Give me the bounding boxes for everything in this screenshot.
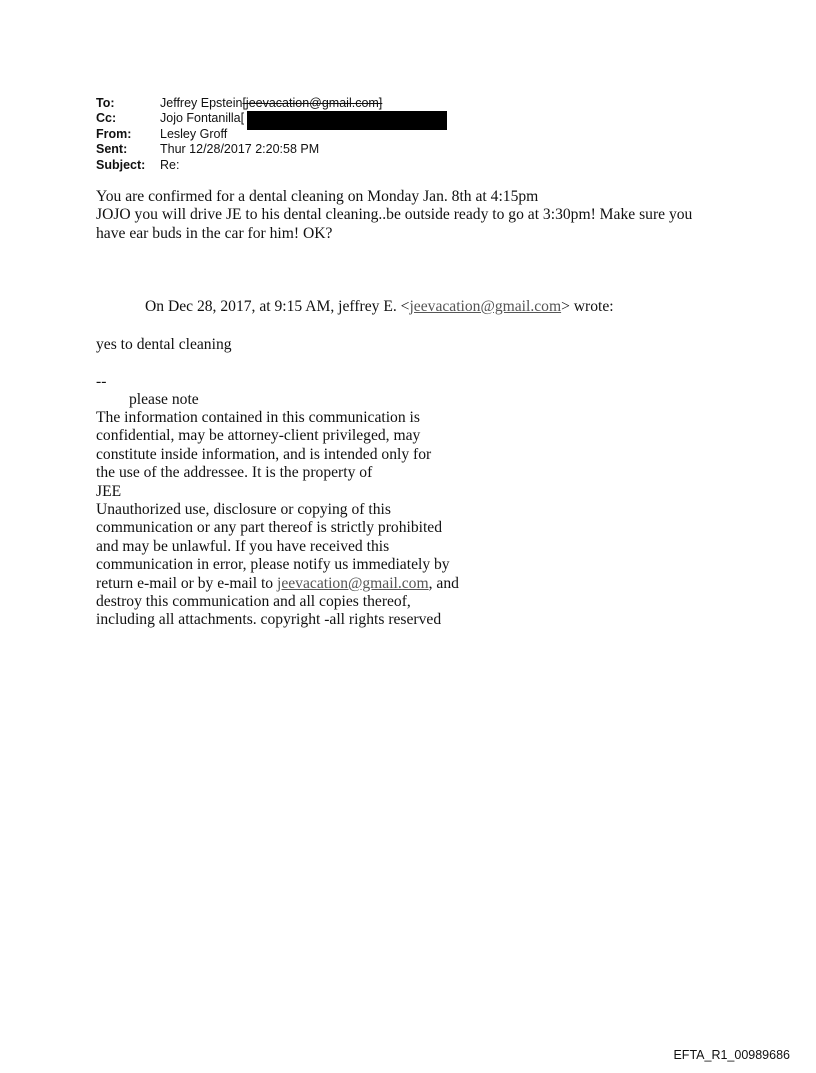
sent-label: Sent: xyxy=(96,142,128,157)
disclaimer-line: The information contained in this communication is xyxy=(96,409,420,426)
cc-label: Cc: xyxy=(96,111,117,126)
signature-note: please note xyxy=(129,391,199,408)
quoted-reply: yes to dental cleaning xyxy=(96,336,232,353)
signature-dashes: -- xyxy=(96,373,107,390)
disclaimer-line: Unauthorized use, disclosure or copying of this xyxy=(96,501,391,519)
to-value xyxy=(160,96,382,111)
signature-disclaimer xyxy=(96,409,459,630)
sent-value: Thur 12/28/2017 2:20:58 PM xyxy=(160,142,320,157)
disclaimer-line: return e-mail or by e-mail to jeevacation@gmail.com, and xyxy=(96,574,459,592)
body-line: JOJO you will drive JE to his dental cleaning..be outside ready to go at 3:30pm! Make sure you xyxy=(96,206,693,224)
from-value: Lesley Groff xyxy=(160,126,228,141)
sent-row xyxy=(96,142,382,157)
disclaimer-line: communication or any part thereof is strictly prohibited xyxy=(96,519,443,537)
body-line: You are confirmed for a dental cleaning on Monday Jan. 8th at 4:15pm xyxy=(96,188,539,205)
disclaimer-line: constitute inside information, and is intended only for xyxy=(96,445,432,463)
disclaimer-email-link[interactable]: jeevacation@gmail.com xyxy=(277,574,429,592)
subject-label: Subject: xyxy=(96,157,146,172)
quoted-email-link[interactable]: jeevacation@gmail.com xyxy=(409,298,562,315)
disclaimer-line: JEE xyxy=(96,482,122,500)
email-body xyxy=(96,188,692,243)
disclaimer-line: including all attachments. copyright -all rights reserved xyxy=(96,611,442,629)
to-row xyxy=(96,96,382,111)
from-label: From: xyxy=(96,126,132,141)
cc-value: Jojo Fontanilla[ xyxy=(160,111,245,126)
disclaimer-line: confidential, may be attorney-client privileged, may xyxy=(96,427,421,445)
subject-row xyxy=(96,158,382,173)
to-email: [jeevacation@gmail.com] xyxy=(242,96,383,110)
document-id: EFTA_R1_00989686 xyxy=(673,1048,790,1062)
disclaimer-line: the use of the addressee. It is the property of xyxy=(96,464,373,482)
email-header xyxy=(96,96,382,173)
to-name: Jeffrey Epstein xyxy=(160,96,243,110)
body-line: have ear buds in the car for him! OK? xyxy=(96,224,333,242)
subject-value: Re: xyxy=(160,157,180,172)
disclaimer-line: destroy this communication and all copies thereof, xyxy=(96,593,411,611)
to-label: To: xyxy=(96,96,115,110)
quoted-intro: On Dec 28, 2017, at 9:15 AM, jeffrey E. <jeevacation@gmail.com> wrote: xyxy=(145,298,614,315)
disclaimer-line: and may be unlawful. If you have received this xyxy=(96,537,390,555)
redaction-bar xyxy=(247,111,447,130)
disclaimer-line: communication in error, please notify us immediately by xyxy=(96,556,450,574)
